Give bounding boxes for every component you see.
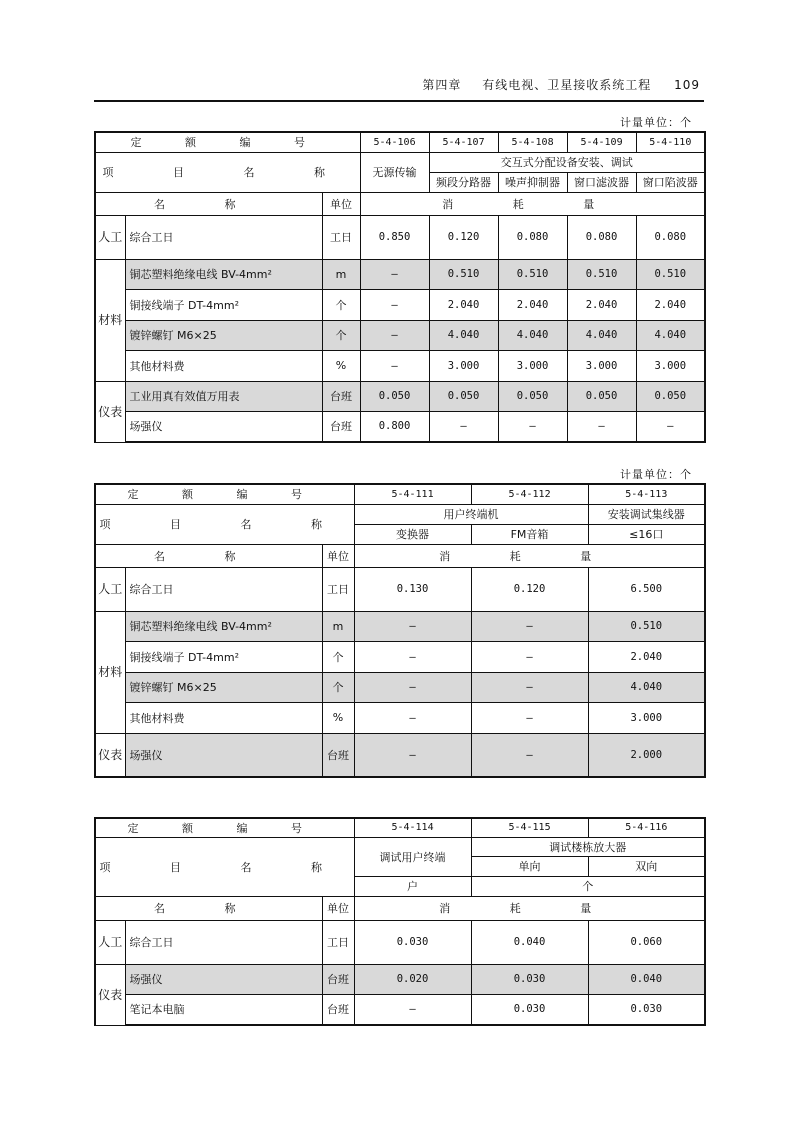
- unit-label: 单位: [322, 544, 354, 567]
- item-col-header: 安装调试集线器: [588, 504, 705, 524]
- value-cell: 0.510: [588, 611, 705, 641]
- category-instrument: 仪表: [95, 733, 125, 777]
- item-group-header: 交互式分配设备安装、调试: [429, 152, 705, 172]
- value-cell: 2.040: [636, 289, 705, 320]
- resource-name: 工业用真有效值万用表: [125, 381, 322, 411]
- value-cell: 3.000: [636, 350, 705, 381]
- consumption-label: 消 耗 量: [354, 544, 705, 567]
- code-cell: 5-4-106: [360, 132, 429, 152]
- value-cell: 3.000: [588, 702, 705, 733]
- value-cell: 2.040: [429, 289, 498, 320]
- code-cell: 5-4-110: [636, 132, 705, 152]
- resource-name: 铜芯塑料绝缘电线 BV-4mm²: [125, 611, 322, 641]
- value-cell: 0.020: [354, 964, 471, 994]
- resource-name: 笔记本电脑: [125, 994, 322, 1025]
- value-cell: —: [471, 611, 588, 641]
- item-sub-header: 双向: [588, 856, 705, 876]
- code-cell: 5-4-115: [471, 818, 588, 837]
- value-cell: 4.040: [588, 672, 705, 702]
- value-cell: —: [354, 994, 471, 1025]
- chapter-label: 第四章: [422, 78, 462, 92]
- item-name-label: 项 目 名 称: [95, 504, 354, 544]
- resource-name: 场强仪: [125, 964, 322, 994]
- value-cell: 6.500: [588, 567, 705, 611]
- item-group-header: 调试楼栋放大器: [471, 837, 705, 856]
- value-cell: —: [360, 350, 429, 381]
- quota-table-1: [94, 131, 706, 443]
- category-instrument: 仪表: [95, 381, 125, 442]
- resource-name: 综合工日: [125, 567, 322, 611]
- resource-unit: m: [322, 611, 354, 641]
- value-cell: 0.050: [567, 381, 636, 411]
- item-group-header: 用户终端机: [354, 504, 588, 524]
- value-cell: 3.000: [429, 350, 498, 381]
- value-cell: —: [471, 672, 588, 702]
- resource-name: 场强仪: [125, 733, 322, 777]
- quota-code-label: 定 额 编 号: [95, 132, 360, 152]
- value-cell: 0.800: [360, 411, 429, 442]
- resource-name: 铜接线端子 DT-4mm²: [125, 289, 322, 320]
- value-cell: 4.040: [498, 320, 567, 350]
- value-cell: 0.030: [471, 964, 588, 994]
- value-cell: 0.040: [588, 964, 705, 994]
- resource-unit: 台班: [322, 381, 360, 411]
- value-cell: —: [567, 411, 636, 442]
- item-sub-header: 单向: [471, 856, 588, 876]
- resource-unit: 台班: [322, 994, 354, 1025]
- resource-unit: m: [322, 259, 360, 289]
- resource-unit: 个: [322, 641, 354, 672]
- value-cell: 0.030: [471, 994, 588, 1025]
- resource-unit: %: [322, 702, 354, 733]
- name-label: 名 称: [95, 192, 322, 215]
- value-cell: 0.050: [498, 381, 567, 411]
- value-cell: 0.510: [429, 259, 498, 289]
- resource-name: 铜接线端子 DT-4mm²: [125, 641, 322, 672]
- item-sub-header: ≤16口: [588, 524, 705, 544]
- resource-unit: 个: [322, 320, 360, 350]
- consumption-label: 消 耗 量: [360, 192, 705, 215]
- item-sub-header: 频段分路器: [429, 172, 498, 192]
- value-cell: 0.850: [360, 215, 429, 259]
- value-cell: —: [471, 702, 588, 733]
- resource-name: 镀锌螺钉 M6×25: [125, 672, 322, 702]
- category-material: 材料: [95, 259, 125, 381]
- value-cell: 4.040: [636, 320, 705, 350]
- value-cell: 0.030: [354, 920, 471, 964]
- value-cell: 0.130: [354, 567, 471, 611]
- resource-unit: 个: [322, 289, 360, 320]
- value-cell: —: [354, 641, 471, 672]
- resource-unit: 台班: [322, 411, 360, 442]
- value-cell: 3.000: [567, 350, 636, 381]
- page-number: 109: [674, 78, 700, 92]
- unit-label: 单位: [322, 896, 354, 920]
- item-sub-header: 窗口滤波器: [567, 172, 636, 192]
- value-cell: 0.050: [636, 381, 705, 411]
- code-cell: 5-4-107: [429, 132, 498, 152]
- value-cell: 0.050: [429, 381, 498, 411]
- resource-unit: 台班: [322, 733, 354, 777]
- resource-name: 场强仪: [125, 411, 322, 442]
- quota-table-2: [94, 483, 706, 778]
- item-col-header: 调试用户终端: [354, 837, 471, 876]
- value-cell: 0.030: [588, 994, 705, 1025]
- value-cell: —: [471, 641, 588, 672]
- resource-unit: %: [322, 350, 360, 381]
- unit-label: 单位: [322, 192, 360, 215]
- resource-unit: 工日: [322, 215, 360, 259]
- value-cell: 4.040: [567, 320, 636, 350]
- item-sub-header: 窗口陷波器: [636, 172, 705, 192]
- value-cell: —: [354, 611, 471, 641]
- item-unit-cell: 个: [471, 876, 705, 896]
- quota-code-label: 定 额 编 号: [95, 818, 354, 837]
- code-cell: 5-4-113: [588, 484, 705, 504]
- resource-unit: 台班: [322, 964, 354, 994]
- page-header: [94, 76, 704, 102]
- item-sub-header: 变换器: [354, 524, 471, 544]
- value-cell: 0.510: [498, 259, 567, 289]
- value-cell: 2.040: [567, 289, 636, 320]
- value-cell: 0.080: [567, 215, 636, 259]
- value-cell: 0.080: [636, 215, 705, 259]
- resource-name: 镀锌螺钉 M6×25: [125, 320, 322, 350]
- value-cell: —: [360, 320, 429, 350]
- value-cell: —: [429, 411, 498, 442]
- value-cell: 0.120: [471, 567, 588, 611]
- code-cell: 5-4-111: [354, 484, 471, 504]
- item-col-header: 无源传输: [360, 152, 429, 192]
- quota-table-3: [94, 817, 706, 1026]
- value-cell: —: [354, 702, 471, 733]
- value-cell: 0.040: [471, 920, 588, 964]
- value-cell: 0.080: [498, 215, 567, 259]
- value-cell: —: [636, 411, 705, 442]
- consumption-label: 消 耗 量: [354, 896, 705, 920]
- name-label: 名 称: [95, 544, 322, 567]
- value-cell: 4.040: [429, 320, 498, 350]
- resource-name: 其他材料费: [125, 702, 322, 733]
- item-name-label: 项 目 名 称: [95, 152, 360, 192]
- value-cell: —: [360, 289, 429, 320]
- item-name-label: 项 目 名 称: [95, 837, 354, 896]
- item-unit-cell: 户: [354, 876, 471, 896]
- chapter-title: 有线电视、卫星接收系统工程: [482, 78, 652, 92]
- value-cell: 0.120: [429, 215, 498, 259]
- category-material: 材料: [95, 611, 125, 733]
- item-sub-header: FM音箱: [471, 524, 588, 544]
- value-cell: —: [471, 733, 588, 777]
- resource-unit: 个: [322, 672, 354, 702]
- category-labor: 人工: [95, 920, 125, 964]
- resource-name: 铜芯塑料绝缘电线 BV-4mm²: [125, 259, 322, 289]
- value-cell: 2.040: [588, 641, 705, 672]
- resource-name: 其他材料费: [125, 350, 322, 381]
- item-sub-header: 噪声抑制器: [498, 172, 567, 192]
- value-cell: 2.040: [498, 289, 567, 320]
- value-cell: —: [354, 672, 471, 702]
- value-cell: 3.000: [498, 350, 567, 381]
- header-text: [422, 76, 700, 93]
- value-cell: 0.050: [360, 381, 429, 411]
- code-cell: 5-4-116: [588, 818, 705, 837]
- category-instrument: 仪表: [95, 964, 125, 1025]
- value-cell: 0.510: [567, 259, 636, 289]
- resource-unit: 工日: [322, 567, 354, 611]
- code-cell: 5-4-108: [498, 132, 567, 152]
- code-cell: 5-4-109: [567, 132, 636, 152]
- resource-name: 综合工日: [125, 215, 322, 259]
- table1-unit-note: 计量单位：个: [620, 116, 692, 129]
- code-cell: 5-4-114: [354, 818, 471, 837]
- table2-unit-note: 计量单位：个: [620, 468, 692, 481]
- value-cell: —: [498, 411, 567, 442]
- value-cell: 0.060: [588, 920, 705, 964]
- resource-name: 综合工日: [125, 920, 322, 964]
- quota-code-label: 定 额 编 号: [95, 484, 354, 504]
- code-cell: 5-4-112: [471, 484, 588, 504]
- value-cell: 2.000: [588, 733, 705, 777]
- category-labor: 人工: [95, 215, 125, 259]
- name-label: 名 称: [95, 896, 322, 920]
- resource-unit: 工日: [322, 920, 354, 964]
- value-cell: —: [354, 733, 471, 777]
- category-labor: 人工: [95, 567, 125, 611]
- value-cell: —: [360, 259, 429, 289]
- value-cell: 0.510: [636, 259, 705, 289]
